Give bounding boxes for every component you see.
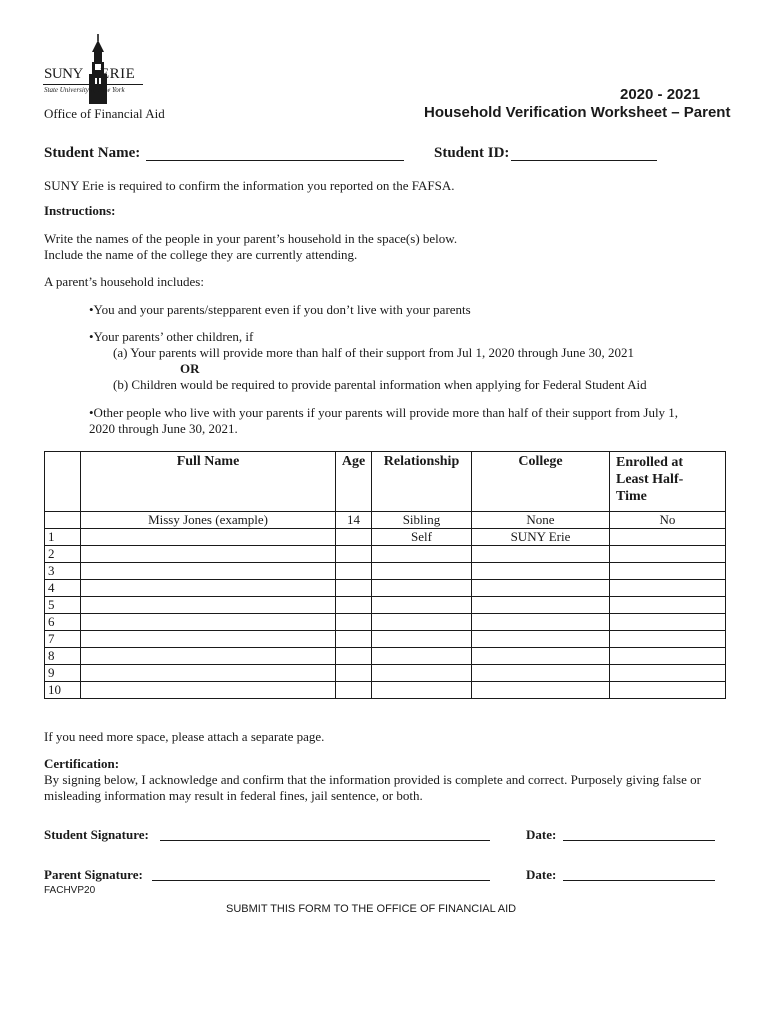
- cell-enrolled[interactable]: [610, 682, 726, 699]
- or-separator: OR: [180, 361, 200, 376]
- table-row: [45, 546, 726, 563]
- parent-signature-field[interactable]: [152, 880, 490, 881]
- header-college: College: [472, 452, 610, 512]
- cell-enrolled[interactable]: [610, 580, 726, 597]
- cell-enrolled[interactable]: [610, 563, 726, 580]
- cell-enrolled[interactable]: [610, 529, 726, 546]
- student-name-label: Student Name:: [44, 145, 141, 161]
- household-bullet-continued: 2020 through June 30, 2021.: [89, 421, 238, 436]
- cell-enrolled[interactable]: [610, 546, 726, 563]
- student-signature-field[interactable]: [160, 840, 490, 841]
- condition-b: (b) Children would be required to provide parental information when applying for Federal Student Aid: [113, 377, 647, 392]
- certification-text: By signing below, I acknowledge and confirm that the information provided is complete and correct. Purposely giving false or: [44, 772, 701, 787]
- table-row: [45, 631, 726, 648]
- certification-text: misleading information may result in federal fines, jail sentence, or both.: [44, 788, 423, 803]
- cell-relationship: Sibling: [372, 512, 472, 529]
- table-row: [45, 580, 726, 597]
- logo-erie-text: ERIE: [100, 66, 136, 82]
- row-number: 8: [45, 648, 81, 665]
- table-row: [45, 529, 726, 546]
- row-number: 7: [45, 631, 81, 648]
- logo-tagline: State University of New York: [44, 86, 125, 94]
- cell-enrolled[interactable]: [610, 648, 726, 665]
- document-title: Household Verification Worksheet – Parent: [424, 104, 731, 121]
- more-space-note: If you need more space, please attach a separate page.: [44, 729, 325, 744]
- header-full-name: Full Name: [81, 452, 336, 512]
- table-row: [45, 665, 726, 682]
- cell-age[interactable]: [336, 682, 372, 699]
- parent-date-label: Date:: [526, 867, 557, 882]
- condition-a: (a) Your parents will provide more than half of their support from Jul 1, 2020 through June 30, 2021: [113, 345, 635, 360]
- header-enrolled-line: Least Half-: [616, 472, 684, 487]
- logo-suny-text: SUNY: [44, 66, 83, 82]
- cell-college[interactable]: [472, 546, 610, 563]
- cell-college[interactable]: [472, 665, 610, 682]
- cell-relationship[interactable]: [372, 546, 472, 563]
- household-bullet: •Other people who live with your parents if your parents will provide more than half of their support from July 1,: [89, 405, 679, 420]
- instruction-line: Include the name of the college they are currently attending.: [44, 247, 358, 262]
- cell-relationship[interactable]: [372, 597, 472, 614]
- cell-relationship[interactable]: [372, 648, 472, 665]
- cell-relationship[interactable]: [372, 580, 472, 597]
- cell-age[interactable]: [336, 614, 372, 631]
- cell-enrolled[interactable]: [610, 597, 726, 614]
- table-row: [45, 682, 726, 699]
- cell-enrolled[interactable]: [610, 631, 726, 648]
- cell-enrolled[interactable]: [610, 614, 726, 631]
- cell-age[interactable]: [336, 546, 372, 563]
- cell-relationship[interactable]: [372, 682, 472, 699]
- instructions-heading: Instructions:: [44, 203, 116, 218]
- form-code: FACHVP20: [44, 885, 96, 896]
- cell-age: 14: [336, 512, 372, 529]
- cell-college[interactable]: [472, 614, 610, 631]
- cell-full-name[interactable]: [81, 563, 336, 580]
- cell-full-name[interactable]: [81, 682, 336, 699]
- cell-full-name[interactable]: [81, 665, 336, 682]
- cell-college[interactable]: [472, 597, 610, 614]
- cell-full-name[interactable]: [81, 529, 336, 546]
- cell-full-name[interactable]: [81, 546, 336, 563]
- row-number: 9: [45, 665, 81, 682]
- header-enrolled-line: Enrolled at: [616, 455, 684, 470]
- row-number: [45, 512, 81, 529]
- office-name: Office of Financial Aid: [44, 106, 165, 121]
- household-intro: A parent’s household includes:: [44, 274, 204, 289]
- cell-enrolled[interactable]: [610, 665, 726, 682]
- cell-age[interactable]: [336, 597, 372, 614]
- student-id-label: Student ID:: [434, 145, 510, 161]
- student-date-field[interactable]: [563, 840, 715, 841]
- row-number: 1: [45, 529, 81, 546]
- cell-college[interactable]: [472, 648, 610, 665]
- cell-age[interactable]: [336, 631, 372, 648]
- header-relationship: Relationship: [372, 452, 472, 512]
- cell-relationship[interactable]: [372, 563, 472, 580]
- academic-year: 2020 - 2021: [620, 86, 701, 103]
- cell-age[interactable]: [336, 529, 372, 546]
- household-bullet: •You and your parents/stepparent even if you don’t live with your parents: [89, 302, 471, 317]
- cell-full-name: Missy Jones (example): [81, 512, 336, 529]
- cell-full-name[interactable]: [81, 648, 336, 665]
- cell-relationship: Self: [372, 529, 472, 546]
- student-name-field[interactable]: [146, 160, 404, 161]
- example-row: [45, 512, 726, 529]
- cell-college[interactable]: [472, 580, 610, 597]
- cell-age[interactable]: [336, 648, 372, 665]
- cell-college[interactable]: [472, 631, 610, 648]
- table-row: [45, 597, 726, 614]
- table-row: [45, 614, 726, 631]
- header-enrolled: [610, 452, 726, 512]
- instruction-line: Write the names of the people in your parent’s household in the space(s) below.: [44, 231, 458, 246]
- student-signature-label: Student Signature:: [44, 827, 149, 842]
- cell-full-name[interactable]: [81, 580, 336, 597]
- cell-college: SUNY Erie: [472, 529, 610, 546]
- row-number: 3: [45, 563, 81, 580]
- submit-notice: SUBMIT THIS FORM TO THE OFFICE OF FINANCIAL AID: [226, 903, 517, 915]
- certification-heading: Certification:: [44, 756, 120, 771]
- row-number: 2: [45, 546, 81, 563]
- cell-relationship[interactable]: [372, 614, 472, 631]
- cell-college[interactable]: [472, 563, 610, 580]
- table-row: [45, 563, 726, 580]
- student-date-label: Date:: [526, 827, 557, 842]
- cell-relationship[interactable]: [372, 631, 472, 648]
- parent-signature-label: Parent Signature:: [44, 867, 143, 882]
- row-number: 4: [45, 580, 81, 597]
- household-table: [44, 451, 726, 699]
- cell-full-name[interactable]: [81, 614, 336, 631]
- row-number: 6: [45, 614, 81, 631]
- row-number: 5: [45, 597, 81, 614]
- header-enrolled-line: Time: [616, 489, 647, 504]
- header-number: [45, 452, 81, 512]
- intro-text: SUNY Erie is required to confirm the information you reported on the FAFSA.: [44, 178, 455, 193]
- cell-age[interactable]: [336, 580, 372, 597]
- parent-date-field[interactable]: [563, 880, 715, 881]
- cell-full-name[interactable]: [81, 631, 336, 648]
- row-number: 10: [45, 682, 81, 699]
- student-id-field[interactable]: [511, 160, 657, 161]
- cell-age[interactable]: [336, 665, 372, 682]
- cell-college[interactable]: [472, 682, 610, 699]
- table-header-row: [45, 452, 726, 512]
- cell-age[interactable]: [336, 563, 372, 580]
- household-bullet: •Your parents’ other children, if: [89, 329, 254, 344]
- table-row: [45, 648, 726, 665]
- cell-relationship[interactable]: [372, 665, 472, 682]
- header-age: Age: [336, 452, 372, 512]
- cell-full-name[interactable]: [81, 597, 336, 614]
- cell-enrolled: No: [610, 512, 726, 529]
- cell-college: None: [472, 512, 610, 529]
